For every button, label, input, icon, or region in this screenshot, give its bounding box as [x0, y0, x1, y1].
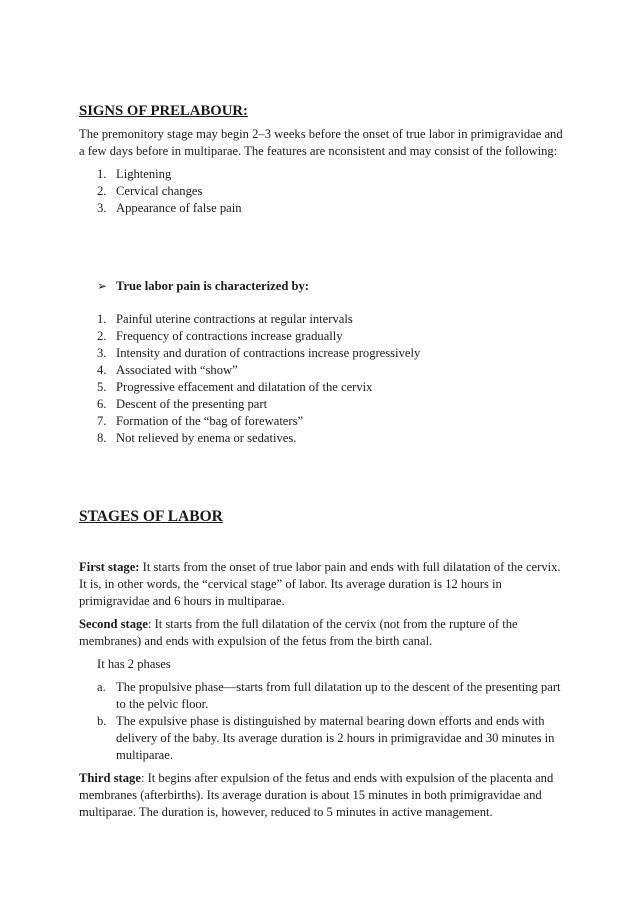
prelabour-intro: The premonitory stage may begin 2–3 weeks before the onset of true labor in primigravidae and a few days before in multiparae. The features are nconsistent and may consist of the following: [79, 127, 563, 158]
list-number: 2. [97, 184, 107, 198]
list-number: 2. [97, 329, 107, 343]
list-item-text: The expulsive phase is distinguished by maternal bearing down efforts and ends with delivery of the baby. Its average duration is 2 hours in primigravidae and 30 minutes in multiparae. [116, 714, 555, 762]
phases-intro: It has 2 phases [97, 657, 171, 671]
list-item [79, 328, 569, 345]
second-stage-paragraph [79, 616, 569, 650]
list-item [79, 311, 569, 328]
list-item [79, 362, 569, 379]
list-item [79, 679, 569, 713]
list-item-text: Frequency of contractions increase gradually [116, 329, 343, 343]
list-item [79, 345, 569, 362]
list-number: 1. [97, 312, 107, 326]
first-stage-paragraph [79, 559, 569, 610]
third-stage-paragraph [79, 770, 569, 821]
list-item-text: Progressive effacement and dilatation of the cervix [116, 380, 373, 394]
list-item [79, 430, 569, 447]
list-item-text: Lightening [116, 167, 172, 181]
first-stage-label: First stage: [79, 560, 140, 574]
list-item-text: Painful uterine contractions at regular intervals [116, 312, 353, 326]
list-number: b. [97, 714, 107, 728]
list-item-text: The propulsive phase—starts from full dilatation up to the descent of the presenting part to the pelvic floor. [116, 680, 561, 711]
true-labor-heading: True labor pain is characterized by: [116, 279, 309, 293]
list-item [79, 396, 569, 413]
list-number: 5. [97, 380, 107, 394]
page-content [79, 103, 569, 821]
third-stage-label: Third stage [79, 771, 141, 785]
list-item-text: Cervical changes [116, 184, 203, 198]
stages-heading: STAGES OF LABOR [79, 508, 223, 525]
list-item-text: Appearance of false pain [116, 201, 242, 215]
second-stage-label: Second stage [79, 617, 148, 631]
list-number: a. [97, 680, 106, 694]
list-number: 1. [97, 167, 107, 181]
list-number: 8. [97, 431, 107, 445]
true-labor-bullet [79, 278, 569, 295]
list-number: 3. [97, 201, 107, 215]
list-number: 6. [97, 397, 107, 411]
prelabour-heading: SIGNS OF PRELABOUR: [79, 103, 248, 119]
second-stage-text: : It starts from the full dilatation of the cervix (not from the rupture of the membranes) and ends with expulsion of the fetus from the birth canal. [79, 617, 518, 648]
first-stage-text: It starts from the onset of true labor pain and ends with full dilatation of the cervix. It is, in other words, the “cervical stage” of labor. Its average duration is 12 hours in primigravidae and 6 hours in multiparae. [79, 560, 561, 608]
list-item [79, 200, 569, 217]
list-item [79, 379, 569, 396]
list-item-text: Formation of the “bag of forewaters” [116, 414, 304, 428]
list-item [79, 413, 569, 430]
list-item [79, 166, 569, 183]
prelabour-signs-list [79, 166, 569, 217]
list-item [79, 713, 569, 764]
true-labor-list [79, 311, 569, 447]
list-item-text: Descent of the presenting part [116, 397, 268, 411]
arrowhead-bullet-icon: ➢ [97, 279, 108, 293]
list-number: 4. [97, 363, 107, 377]
list-number: 3. [97, 346, 107, 360]
list-item [79, 183, 569, 200]
list-item-text: Intensity and duration of contractions increase progressively [116, 346, 421, 360]
list-number: 7. [97, 414, 107, 428]
list-item-text: Associated with “show” [116, 363, 238, 377]
third-stage-text: : It begins after expulsion of the fetus and ends with expulsion of the placenta and membranes (afterbirths). Its average duration is about 15 minutes in both primigravidae and multiparae. The duration is, however, reduced to 5 minutes in active management. [79, 771, 554, 819]
list-item-text: Not relieved by enema or sedatives. [116, 431, 297, 445]
phases-list [79, 679, 569, 764]
